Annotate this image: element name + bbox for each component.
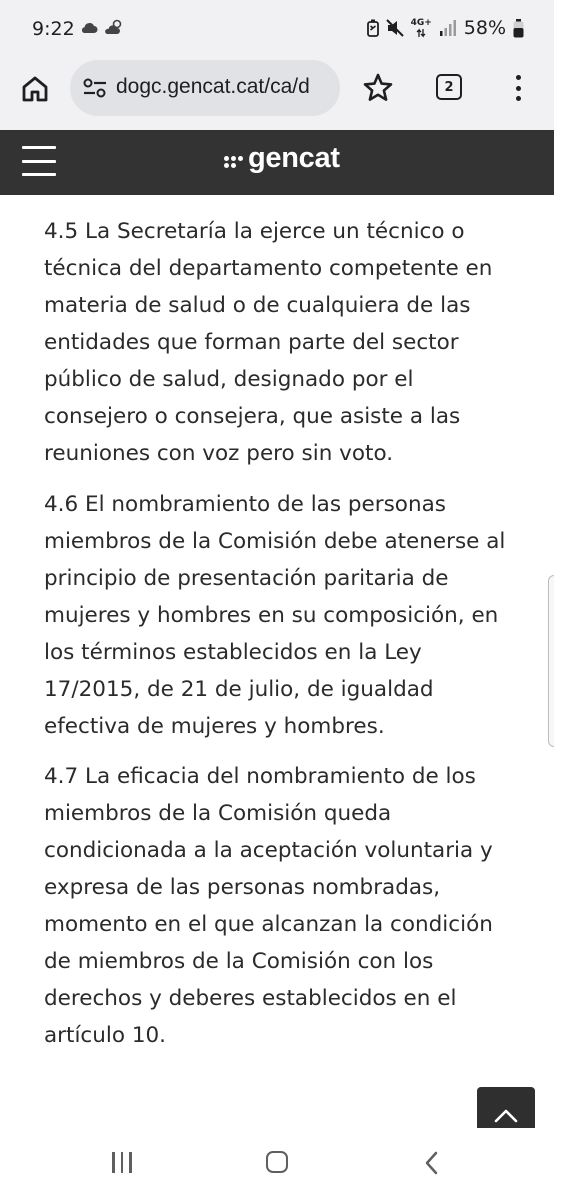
battery-saver-icon <box>367 19 379 37</box>
partly-cloudy-icon <box>104 18 124 36</box>
signal-icon <box>439 19 457 37</box>
battery-icon <box>513 19 524 38</box>
star-icon <box>362 72 394 104</box>
system-navbar <box>0 1128 554 1200</box>
gencat-logo-mark <box>224 150 244 168</box>
cloud-icon <box>80 20 98 34</box>
url-text: dogc.gencat.cat/ca/d <box>116 75 310 98</box>
recents-icon <box>112 1152 115 1173</box>
browser-toolbar <box>0 58 554 130</box>
url-bar[interactable] <box>70 60 340 116</box>
chevron-up-icon <box>493 1108 519 1124</box>
article-content <box>0 195 554 1128</box>
more-menu-button[interactable] <box>508 72 528 104</box>
site-settings-icon[interactable] <box>82 76 108 100</box>
battery-percent: 58% <box>463 17 506 39</box>
home-circle-icon[interactable] <box>266 1151 288 1173</box>
more-menu-icon <box>516 75 521 80</box>
hamburger-menu-icon <box>22 146 56 149</box>
status-bar <box>0 0 554 58</box>
status-time: 9:22 <box>32 18 75 40</box>
recents-button[interactable] <box>112 1152 132 1173</box>
paragraph-4-7: 4.7 La eficacia del nombramiento de los miembros de la Comisión queda condicionada a la aceptación voluntaria y expresa de las personas nombradas, momento en el que alcanzan la condición de miembros de la Comisión con los derechos y deberes establecidos en el artículo 10. <box>44 764 493 1048</box>
paragraph-4-5: 4.5 La Secretaría la ejerce un técnico o técnica del departamento competente en materia de salud o de cualquiera de las entidades que forman parte del sector público de salud, designado por el consejero o consejera, que asiste a las reuniones con voz pero sin voto. <box>44 219 493 466</box>
home-button[interactable] <box>18 72 52 106</box>
paragraph-4-6: 4.6 El nombramiento de las personas miembros de la Comisión debe atenerse al principio de presentación paritaria de mujeres y hombres en su composición, en los términos establecidos en la Ley 17/2015, de 21 de julio, de igualdad efectiva de mujeres y hombres. <box>44 492 506 739</box>
tabs-button[interactable] <box>436 74 462 100</box>
hamburger-menu-button[interactable] <box>22 144 56 178</box>
mute-icon <box>386 19 404 37</box>
network-type-label: 4G+ <box>410 17 432 28</box>
home-icon <box>20 74 50 104</box>
gencat-logo[interactable] <box>224 142 340 175</box>
logo-text: gencat <box>248 142 340 174</box>
scrollbar-handle[interactable] <box>548 575 554 747</box>
data-arrows-icon <box>416 28 426 38</box>
site-header <box>0 130 554 195</box>
bookmark-button[interactable] <box>362 72 394 104</box>
back-icon[interactable] <box>424 1151 440 1175</box>
tab-count: 2 <box>444 79 454 95</box>
